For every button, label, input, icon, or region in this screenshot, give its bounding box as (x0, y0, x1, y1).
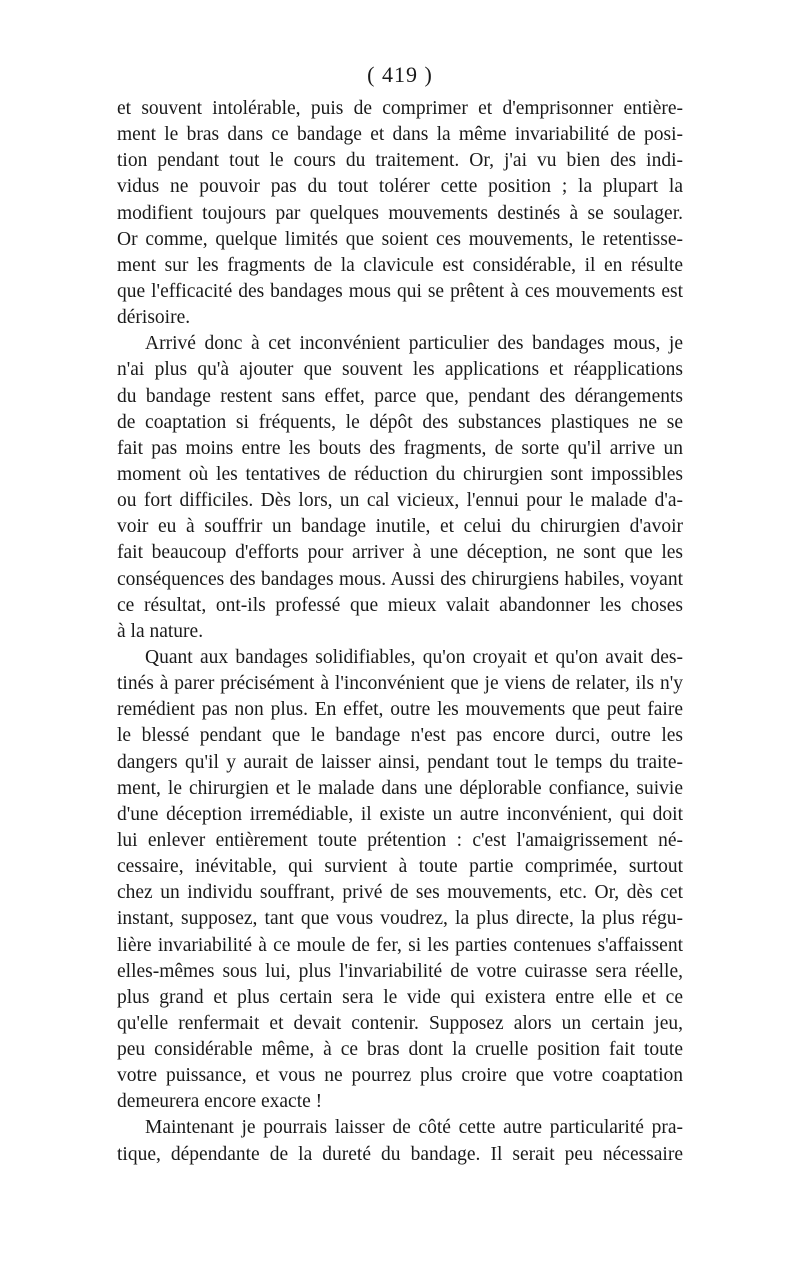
text-line: peu considérable même, à ce bras dont la cruelle position fait toute (117, 1039, 683, 1061)
text-line: d'une déception irremédiable, il existe un autre inconvénient, qui doit (117, 803, 683, 825)
paragraph (117, 331, 683, 645)
text-line: qu'elle renfermait et devait contenir. Supposez alors un certain jeu, (117, 1012, 683, 1034)
text-line: votre puissance, et vous ne pourrez plus croire que votre coaptation (117, 1065, 683, 1087)
text-line: Arrivé donc à cet inconvénient particulier des bandages mous, je (145, 333, 683, 355)
text-line: Maintenant je pourrais laisser de côté cette autre particularité pra- (145, 1117, 683, 1139)
text-line: ment, le chirurgien et le malade dans une déplorable confiance, suivie (117, 777, 683, 799)
text-line: conséquences des bandages mous. Aussi des chirurgiens habiles, voyant (117, 568, 683, 590)
text-line: instant, supposez, tant que vous voudrez, la plus directe, la plus régu- (117, 908, 683, 930)
text-line: cessaire, inévitable, qui survient à toute partie comprimée, surtout (117, 856, 683, 878)
text-line: de coaptation si fréquents, le dépôt des substances plastiques ne se (117, 411, 683, 433)
text-line: que l'efficacité des bandages mous qui se prêtent à ces mouvements est (117, 280, 683, 302)
paragraph (117, 645, 683, 1116)
paragraph (117, 1115, 683, 1167)
text-line: vidus ne pouvoir pas du tout tolérer cette position ; la plupart la (117, 176, 683, 198)
text-line: ou fort difficiles. Dès lors, un cal vicieux, l'ennui pour le malade d'a- (117, 490, 683, 512)
text-line: dangers qu'il y aurait de laisser ainsi, pendant tout le temps du traite- (117, 751, 683, 773)
text-line: et souvent intolérable, puis de comprimer et d'emprisonner entière- (117, 98, 683, 119)
text-line: demeurera encore exacte ! (117, 1091, 323, 1113)
text-line: fait pas moins entre les bouts des fragments, de sorte qu'il arrive un (117, 437, 683, 459)
text-line: voir eu à souffrir un bandage inutile, et celui du chirurgien d'avoir (117, 516, 683, 538)
text-line: ce résultat, ont-ils professé que mieux valait abandonner les choses (117, 594, 683, 616)
text-line: lui enlever entièrement toute prétention : c'est l'amaigrissement né- (117, 829, 683, 851)
text-line: tinés à parer précisément à l'inconvénient que je viens de relater, ils n'y (117, 673, 683, 695)
text-line: le blessé pendant que le bandage n'est pas encore durci, outre les (117, 725, 683, 747)
text-line: tion pendant tout le cours du traitement. Or, j'ai vu bien des indi- (117, 150, 683, 172)
text-line: fait beaucoup d'efforts pour arriver à une déception, ne sont que les (117, 542, 683, 564)
page-number: ( 419 ) (367, 62, 433, 87)
text-line: elles-mêmes sous lui, plus l'invariabilité de votre cuirasse sera réelle, (117, 960, 683, 982)
text-line: tique, dépendante de la dureté du bandage. Il serait peu nécessaire (117, 1143, 683, 1165)
text-line: modifient toujours par quelques mouvements destinés à se soulager. (117, 202, 683, 224)
text-line: Quant aux bandages solidifiables, qu'on croyait et qu'on avait des- (145, 646, 683, 668)
paragraph (117, 96, 683, 331)
text-line: remédient pas non plus. En effet, outre les mouvements que peut faire (117, 699, 683, 721)
body-text (117, 96, 683, 1168)
text-line: n'ai plus qu'à ajouter que souvent les applications et réapplications (117, 359, 683, 381)
text-line: Or comme, quelque limités que soient ces mouvements, le retentisse- (117, 228, 683, 250)
text-line: à la nature. (117, 620, 204, 642)
text-line: lière invariabilité à ce moule de fer, si les parties contenues s'affaissent (117, 934, 683, 956)
text-line: ment le bras dans ce bandage et dans la même invariabilité de posi- (117, 124, 683, 146)
text-line: ment sur les fragments de la clavicule est considérable, il en résulte (117, 254, 683, 276)
text-line: dérisoire. (117, 307, 191, 329)
text-line: chez un individu souffrant, privé de ses mouvements, etc. Or, dès cet (117, 882, 683, 904)
text-line: moment où les tentatives de réduction du chirurgien sont impossibles (117, 463, 683, 485)
text-line: du bandage restent sans effet, parce que, pendant des dérangements (117, 385, 683, 407)
text-line: plus grand et plus certain sera le vide qui existera entre elle et ce (117, 986, 683, 1008)
